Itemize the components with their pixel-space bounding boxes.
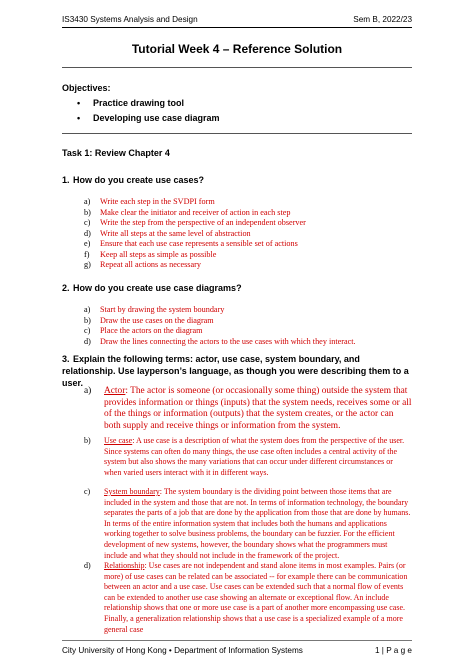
question-1: 1. How do you create use cases? — [62, 175, 205, 185]
objectives-heading: Objectives: — [62, 83, 111, 93]
list-item: d) Draw the lines connecting the actors to the use cases with which they interact. — [84, 336, 356, 346]
term-system-boundary: c) System boundary: The system boundary is the dividing point between those items that are included in the system and those that are not. In terms of information technology, the boundary separates the parts of a job that are done by the application from those that are done by humans. In terms of the entire information system that includes both the humans and applications working together to solve business problems, the boundary can be fuzzier. For the efficient development of new systems, however, the boundary shows what the programmers must include and what they should not include in the framework of the project. — [84, 487, 411, 560]
list-item: g) Repeat all actions as necessary — [84, 260, 201, 269]
footer-divider — [62, 640, 412, 641]
term-relationship: d) Relationship: Use cases are not independent and stand alone items in most examples. Pairs (or more) of use cases can be related can be associated -- for example there can be communication between an actor and a use case. Use cases can be extended such that a normal flow of events can be extended to another use case showing an alternate or exceptional flow. An include relationship shows that one or more use case is a part of another more encompassing use case. Finally, a generalization relationship shows that a use case is a specialized example of a more general case — [84, 561, 408, 634]
question-3: 3. Explain the following terms: actor, use case, system boundary, and relationship. Use layperson’s language, as though you were describing them to a user. — [62, 354, 409, 388]
list-item: c) Place the actors on the diagram — [84, 326, 203, 335]
list-item: a) Start by drawing the system boundary — [84, 305, 225, 314]
list-item: c) Write the step from the perspective of an independent observer — [84, 218, 306, 227]
list-item: b) Make clear the initiator and receiver of action in each step — [84, 207, 291, 217]
bullet-icon: • — [77, 98, 81, 108]
header-semester: Sem B, 2022/23 — [353, 15, 412, 24]
list-item: f) Keep all steps as simple as possible — [84, 249, 217, 259]
task-heading: Task 1: Review Chapter 4 — [62, 148, 170, 158]
term-actor: a) Actor: The actor is someone (or occasionally some thing) outside the system that provides information or things (inputs) that the system needs, receives some or all of the things or information (outputs) that the system creates, or the actor can both supply and receive things or information from the system. — [84, 386, 412, 431]
question-2: 2. How do you create use case diagrams? — [62, 283, 242, 293]
title-divider — [62, 67, 412, 68]
list-item: b) Draw the use cases on the diagram — [84, 315, 214, 325]
header-divider — [62, 27, 412, 28]
answer-list-2 — [84, 305, 356, 347]
term-use-case: b) Use case: A use case is a description of what the system does from the perspective of the user. Since systems can often do many things, the use case often includes a central activity of the system but also shows the many variations that can occur under different circumstances or when varied users interact with it in different ways. — [84, 436, 405, 477]
header-course: IS3430 Systems Analysis and Design — [62, 15, 198, 24]
list-item: a) Write each step in the SVDPI form — [84, 197, 215, 206]
page-number: 1 | P a g e — [374, 646, 412, 655]
list-item: d) Write all steps at the same level of abstraction — [84, 228, 251, 238]
objectives-divider — [62, 133, 412, 134]
objective-item: • Practice drawing tool — [77, 98, 185, 108]
page-title: Tutorial Week 4 – Reference Solution — [131, 42, 343, 56]
objective-item: • Developing use case diagram — [77, 113, 220, 123]
bullet-icon: • — [77, 113, 81, 123]
answer-list-1 — [84, 197, 306, 271]
list-item: e) Ensure that each use case represents a sensible set of actions — [84, 239, 298, 248]
footer-institution: City University of Hong Kong • Department of Information Systems — [62, 646, 303, 655]
